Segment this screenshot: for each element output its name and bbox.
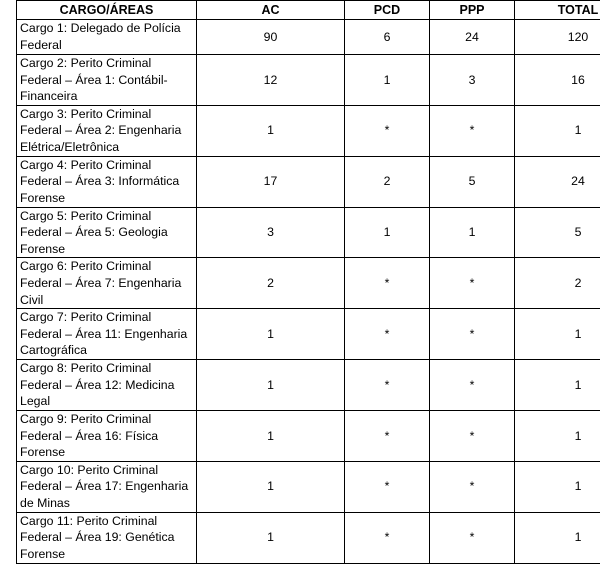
ppp-cell: *	[430, 258, 515, 309]
ac-cell: 3	[197, 207, 345, 258]
table-row	[17, 309, 600, 360]
total-cell: 1	[515, 410, 600, 461]
pcd-cell: *	[345, 512, 430, 563]
cargo-cell: Cargo 11: Perito Criminal Federal – Área 19: Genética Forense	[17, 512, 197, 563]
cargo-cell: Cargo 5: Perito Criminal Federal – Área 5: Geologia Forense	[17, 207, 197, 258]
table-row	[17, 258, 600, 309]
table-row	[17, 20, 600, 55]
column-header-pcd: PCD	[345, 1, 430, 20]
pcd-cell: 1	[345, 207, 430, 258]
ppp-cell: 1	[430, 207, 515, 258]
ac-cell: 12	[197, 55, 345, 106]
cargo-cell: Cargo 6: Perito Criminal Federal – Área 7: Engenharia Civil	[17, 258, 197, 309]
cargo-cell: Cargo 8: Perito Criminal Federal – Área 12: Medicina Legal	[17, 360, 197, 411]
pcd-cell: *	[345, 258, 430, 309]
ac-cell: 1	[197, 410, 345, 461]
total-cell: 1	[515, 512, 600, 563]
pcd-cell: *	[345, 461, 430, 512]
table-row	[17, 360, 600, 411]
ppp-cell: *	[430, 105, 515, 156]
column-header-cargo: CARGO/ÁREAS	[17, 1, 197, 20]
cargo-cell: Cargo 10: Perito Criminal Federal – Área 17: Engenharia de Minas	[17, 461, 197, 512]
ac-cell: 90	[197, 20, 345, 55]
vacancies-table	[16, 0, 600, 564]
ppp-cell: *	[430, 512, 515, 563]
cargo-cell: Cargo 2: Perito Criminal Federal – Área 1: Contábil-Financeira	[17, 55, 197, 106]
ppp-cell: *	[430, 360, 515, 411]
ac-cell: 17	[197, 156, 345, 207]
column-header-ac: AC	[197, 1, 345, 20]
total-cell: 1	[515, 360, 600, 411]
table-row	[17, 461, 600, 512]
total-cell: 16	[515, 55, 600, 106]
pcd-cell: 2	[345, 156, 430, 207]
total-cell: 120	[515, 20, 600, 55]
column-header-ppp: PPP	[430, 1, 515, 20]
ppp-cell: 24	[430, 20, 515, 55]
total-cell: 1	[515, 105, 600, 156]
table-row	[17, 410, 600, 461]
cargo-cell: Cargo 3: Perito Criminal Federal – Área 2: Engenharia Elétrica/Eletrônica	[17, 105, 197, 156]
table-row	[17, 207, 600, 258]
total-cell: 1	[515, 461, 600, 512]
ppp-cell: *	[430, 461, 515, 512]
pcd-cell: *	[345, 360, 430, 411]
total-cell: 1	[515, 309, 600, 360]
ac-cell: 1	[197, 461, 345, 512]
ppp-cell: 5	[430, 156, 515, 207]
table-row	[17, 156, 600, 207]
ppp-cell: *	[430, 410, 515, 461]
pcd-cell: *	[345, 105, 430, 156]
table-row	[17, 105, 600, 156]
ppp-cell: *	[430, 309, 515, 360]
total-cell: 2	[515, 258, 600, 309]
cargo-cell: Cargo 1: Delegado de Polícia Federal	[17, 20, 197, 55]
table-row	[17, 55, 600, 106]
ppp-cell: 3	[430, 55, 515, 106]
ac-cell: 2	[197, 258, 345, 309]
ac-cell: 1	[197, 360, 345, 411]
total-cell: 5	[515, 207, 600, 258]
ac-cell: 1	[197, 512, 345, 563]
cargo-cell: Cargo 7: Perito Criminal Federal – Área 11: Engenharia Cartográfica	[17, 309, 197, 360]
pcd-cell: 6	[345, 20, 430, 55]
pcd-cell: *	[345, 410, 430, 461]
table-header-row	[17, 1, 600, 20]
total-cell: 24	[515, 156, 600, 207]
ac-cell: 1	[197, 105, 345, 156]
pcd-cell: *	[345, 309, 430, 360]
column-header-total: TOTAL	[515, 1, 600, 20]
cargo-cell: Cargo 9: Perito Criminal Federal – Área 16: Física Forense	[17, 410, 197, 461]
table-row	[17, 512, 600, 563]
ac-cell: 1	[197, 309, 345, 360]
pcd-cell: 1	[345, 55, 430, 106]
cargo-cell: Cargo 4: Perito Criminal Federal – Área 3: Informática Forense	[17, 156, 197, 207]
